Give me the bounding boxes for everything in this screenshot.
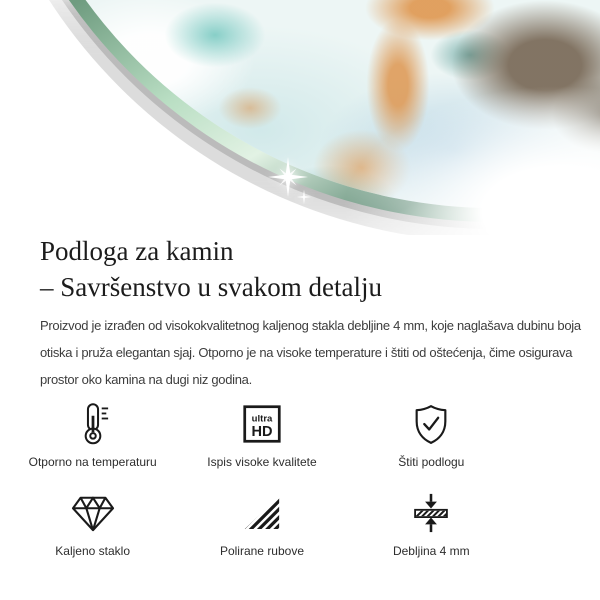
feature-label: Polirane rubove bbox=[219, 544, 305, 558]
shield-check-icon bbox=[411, 400, 451, 448]
feature-protects bbox=[347, 400, 516, 469]
ultra-label: ultra bbox=[251, 413, 273, 425]
ultra-hd-icon bbox=[242, 400, 282, 448]
hd-label: HD bbox=[251, 423, 273, 440]
feature-tempered-glass bbox=[8, 489, 177, 558]
thickness-icon bbox=[411, 489, 451, 537]
page-title bbox=[40, 233, 382, 305]
feature-label: Štiti podlogu bbox=[398, 455, 465, 469]
feature-polished-edges bbox=[177, 489, 346, 558]
feature-label: Debljina 4 mm bbox=[392, 544, 470, 558]
product-description: Proizvod je izrađen od visokokvalitetnog kaljenog stakla debljine 4 mm, koje naglašava dubinu boja otiska i pruža elegantan sjaj. Otporno je na visoke temperature i štiti od oštećenja, čime osigurava prostor oko kamina na dugi niz godina. bbox=[40, 318, 581, 387]
feature-temperature bbox=[8, 400, 177, 469]
polished-edges-icon bbox=[242, 489, 282, 537]
feature-print-quality bbox=[177, 400, 346, 469]
sparkle-small-icon bbox=[296, 189, 312, 205]
page-title-line1: Podloga za kamin bbox=[40, 236, 234, 266]
diamond-icon bbox=[70, 489, 116, 537]
feature-label: Ispis visoke kvalitete bbox=[207, 455, 317, 469]
feature-label: Otporno na temperaturu bbox=[28, 455, 157, 469]
feature-thickness bbox=[347, 489, 516, 558]
features-grid bbox=[8, 400, 516, 558]
product-image bbox=[0, 0, 600, 235]
thermometer-icon bbox=[74, 400, 112, 448]
feature-label: Kaljeno staklo bbox=[55, 544, 131, 558]
page-title-line2: – Savršenstvo u svakom detalju bbox=[40, 272, 382, 302]
